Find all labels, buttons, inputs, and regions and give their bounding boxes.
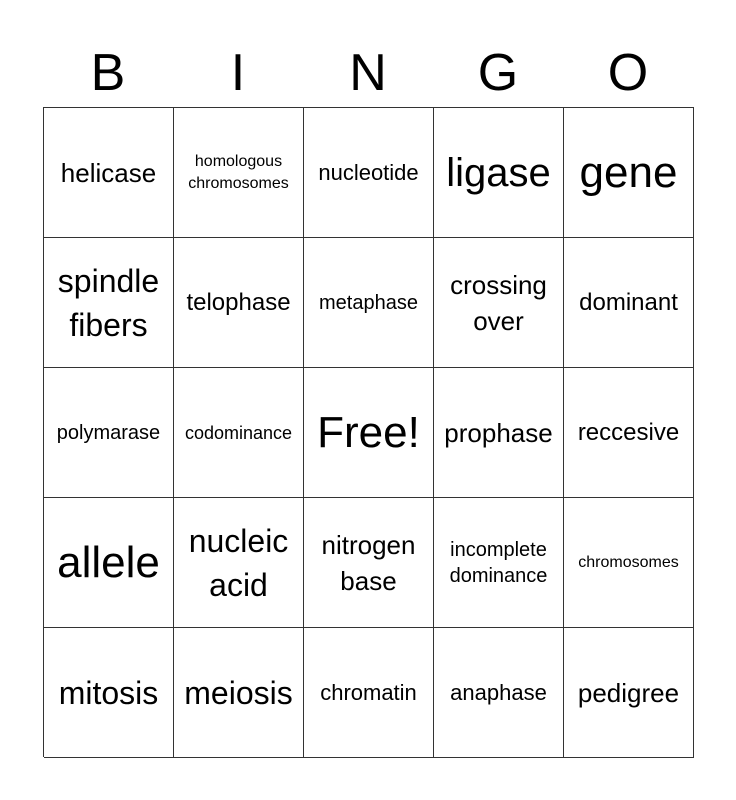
bingo-cell[interactable]	[434, 498, 564, 628]
bingo-cell[interactable]	[564, 628, 694, 758]
free-space[interactable]	[304, 368, 434, 498]
cell-label: telophase	[186, 288, 291, 316]
cell-label: meiosis	[184, 674, 293, 711]
cell-label: allele	[57, 537, 160, 587]
header-letter-n: N	[349, 44, 387, 102]
bingo-cell[interactable]	[174, 108, 304, 238]
cell-label: nucleotide	[318, 159, 419, 185]
cell-label: helicase	[60, 157, 157, 188]
header-letter-i: I	[230, 44, 246, 102]
bingo-cell[interactable]	[44, 628, 174, 758]
cell-label: polymarase	[56, 421, 161, 444]
cell-label: chromatin	[320, 679, 417, 705]
bingo-cell[interactable]	[564, 498, 694, 628]
cell-label: nitrogen base	[321, 529, 416, 596]
bingo-cell[interactable]	[304, 108, 434, 238]
bingo-cell[interactable]	[434, 108, 564, 238]
bingo-cell[interactable]	[434, 628, 564, 758]
cell-label: incomplete dominance	[449, 538, 548, 587]
cell-label: prophase	[444, 417, 553, 448]
bingo-cell[interactable]	[304, 238, 434, 368]
bingo-cell[interactable]	[434, 238, 564, 368]
bingo-cell[interactable]	[174, 368, 304, 498]
cell-label: dominant	[579, 288, 678, 316]
bingo-cell[interactable]	[304, 498, 434, 628]
cell-label: crossing over	[450, 269, 547, 336]
bingo-cell[interactable]	[434, 368, 564, 498]
bingo-cell[interactable]	[564, 368, 694, 498]
cell-label: nucleic acid	[188, 522, 289, 603]
cell-label: anaphase	[450, 679, 547, 705]
cell-label: mitosis	[58, 674, 159, 711]
cell-label: pedigree	[577, 677, 680, 708]
bingo-board	[43, 107, 694, 757]
bingo-cell[interactable]	[174, 628, 304, 758]
bingo-cell[interactable]	[44, 368, 174, 498]
header-letter-b: B	[90, 44, 126, 102]
header-letter-g: G	[477, 44, 519, 102]
header-letter-o: O	[607, 44, 649, 102]
cell-label: reccesive	[577, 418, 680, 446]
cell-label: spindle fibers	[57, 262, 160, 343]
cell-label: ligase	[446, 150, 551, 195]
bingo-cell[interactable]	[174, 498, 304, 628]
bingo-header	[43, 40, 693, 106]
bingo-cell[interactable]	[564, 108, 694, 238]
bingo-cell[interactable]	[174, 238, 304, 368]
free-space-label: Free!	[317, 407, 420, 457]
bingo-cell[interactable]	[44, 238, 174, 368]
cell-label: homologous chromosomes	[188, 152, 289, 192]
bingo-cell[interactable]	[44, 108, 174, 238]
bingo-cell[interactable]	[304, 628, 434, 758]
cell-label: metaphase	[319, 291, 418, 314]
bingo-cell[interactable]	[564, 238, 694, 368]
bingo-cell[interactable]	[44, 498, 174, 628]
cell-label: gene	[579, 147, 678, 197]
cell-label: chromosomes	[578, 553, 679, 571]
cell-label: codominance	[184, 422, 293, 443]
